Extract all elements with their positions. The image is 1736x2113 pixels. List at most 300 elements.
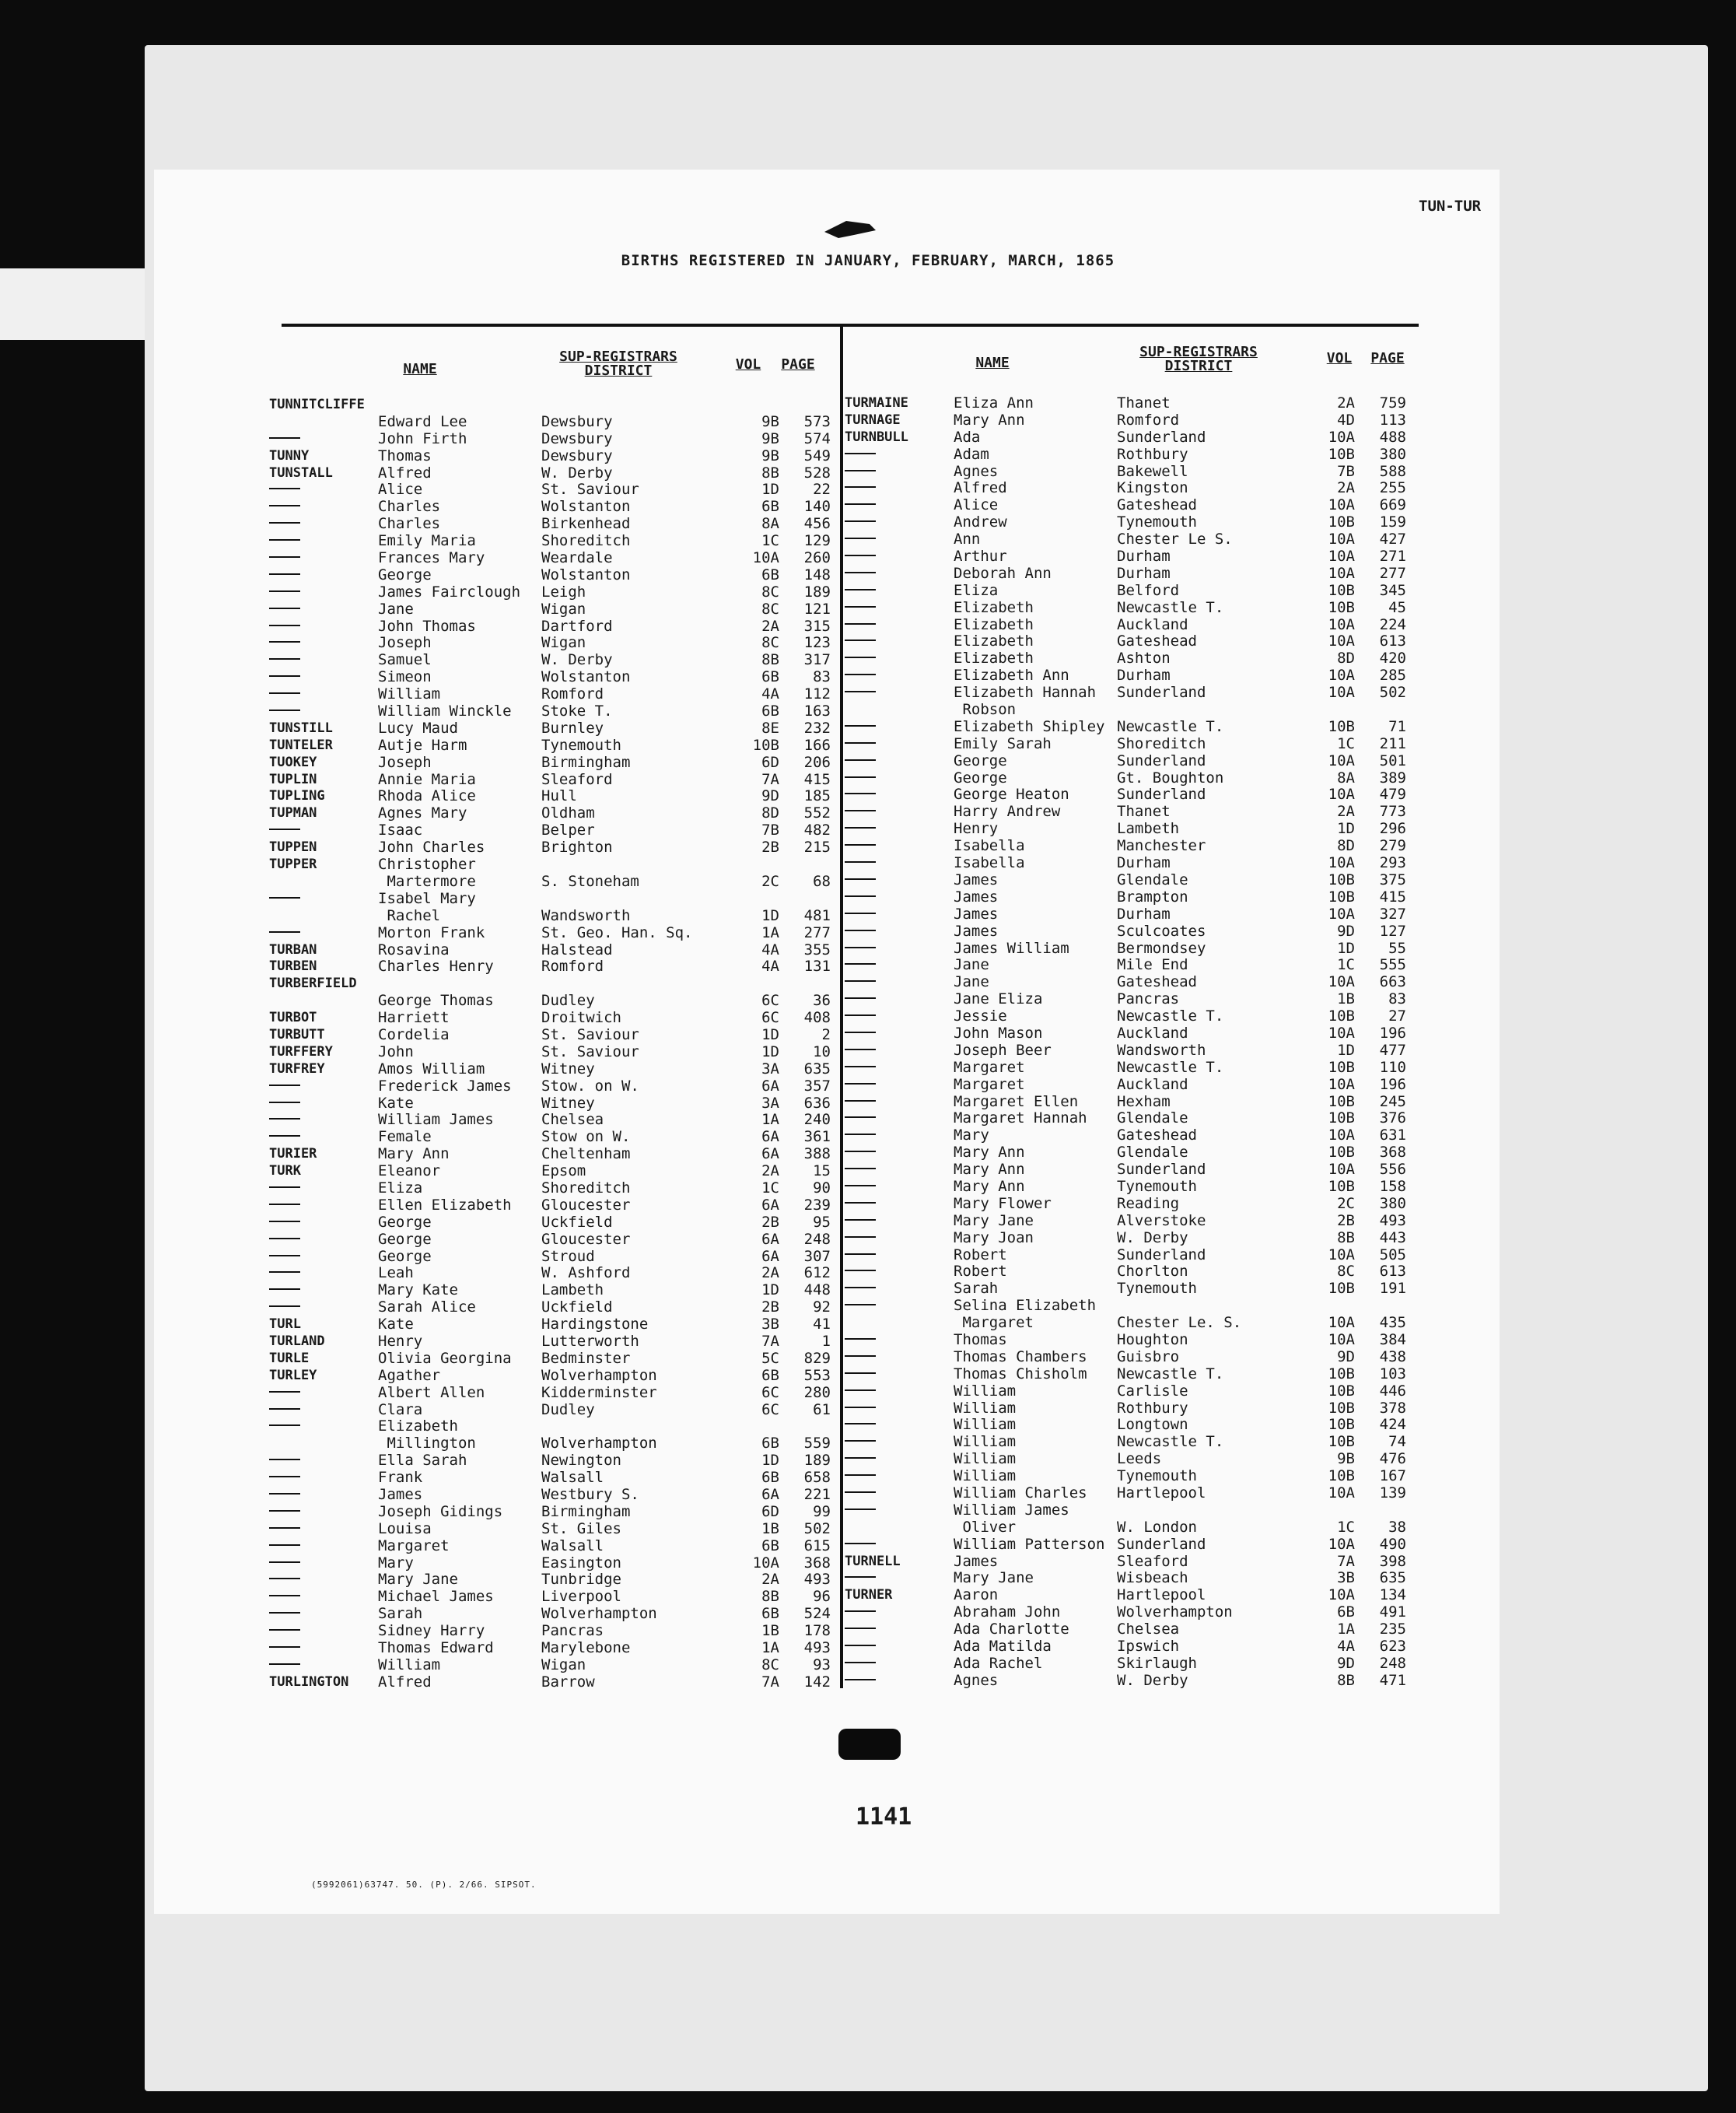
ditto-mark [269,601,300,618]
ditto-dash [845,1083,876,1085]
volume-number: 7A [761,1332,779,1350]
ditto-mark [845,1263,876,1281]
ditto-mark [845,974,876,991]
forename: William [378,685,441,703]
volume-number: 10A [1328,684,1355,702]
volume-number: 10B [1328,1280,1355,1298]
volume-number: 10B [1328,1109,1355,1127]
page-title: BIRTHS REGISTERED IN JANUARY, FEBRUARY, MARCH, 1865 [621,252,1115,269]
forename: James [954,888,999,906]
ditto-dash [845,930,876,931]
volume-number: 10A [1328,428,1355,446]
registration-district: Sunderland [1117,752,1206,769]
registration-district: Witney [541,1094,595,1112]
volume-number: 5C [761,1349,779,1367]
registration-district: Dewsbury [541,447,613,464]
volume-number: 10B [1328,1467,1355,1485]
volume-number: 2A [1337,394,1355,412]
ditto-mark [269,1623,300,1640]
forename: Michael James [378,1588,494,1606]
volume-number: 7A [761,1673,779,1691]
volume-number: 8C [761,600,779,618]
ditto-mark [845,1127,876,1144]
page-ref: 555 [1379,956,1406,974]
registration-district: Droitwich [541,1009,621,1027]
ditto-dash [845,878,876,880]
page-ref: 635 [803,1060,831,1078]
page-ref: 142 [803,1673,831,1691]
volume-number: 3B [761,1316,779,1333]
registration-district: Pancras [541,1622,604,1640]
volume-number: 10A [1328,1484,1355,1502]
page-ref: 285 [1379,667,1406,685]
forename: Margaret [954,1075,1025,1093]
ditto-mark [269,635,300,652]
forename: William [378,1656,441,1673]
registration-district: Shoreditch [541,532,631,550]
page-ref: 502 [1379,684,1406,702]
volume-number: 9B [761,447,779,464]
registration-district: Manchester [1117,837,1206,855]
ditto-mark [269,1249,300,1266]
page-ref: 488 [1379,428,1406,446]
forename: Isabella [954,854,1025,872]
registration-district: Newington [541,1452,621,1470]
registration-district: Auckland [1117,1075,1188,1093]
volume-number: 2B [761,1213,779,1231]
ditto-dash [845,1338,876,1340]
volume-number: 10A [1328,1314,1355,1332]
registration-district: S. Stoneham [541,872,639,890]
ditto-mark [845,668,876,685]
registration-district: Belford [1117,581,1180,599]
forename: Leah [378,1264,414,1282]
ditto-mark [269,1589,300,1606]
ditto-mark [845,1332,876,1349]
registration-district: Wolstanton [541,566,631,583]
page-ref: 68 [813,872,831,890]
ditto-mark [845,991,876,1008]
ditto-dash [845,606,876,608]
ditto-mark [845,1196,876,1213]
page-ref: 443 [1379,1228,1406,1246]
page-ref: 280 [803,1383,831,1401]
page-ref: 55 [1388,939,1406,957]
volume-number: 1A [1337,1621,1355,1638]
ditto-mark [845,1042,876,1060]
registration-district: Chelsea [1117,1621,1180,1638]
ditto-mark [845,1110,876,1127]
volume-number: 9B [1337,1450,1355,1468]
volume-number: 6B [761,498,779,516]
registration-district: Walsall [541,1537,604,1554]
surname: TURBUTT [269,1026,325,1042]
volume-number: 6D [761,1502,779,1520]
registration-district: St. Saviour [541,481,639,499]
forename: George [954,769,1007,787]
page-ref: 631 [1379,1127,1406,1144]
ditto-dash [269,1629,300,1631]
forename: Ella Sarah [378,1452,467,1470]
ditto-mark [845,1485,876,1502]
volume-number: 10A [1328,1127,1355,1144]
ditto-dash [845,1032,876,1033]
volume-number: 10B [1328,1365,1355,1382]
volume-number: 8C [1337,1263,1355,1281]
ditto-mark [845,787,876,804]
ditto-dash [269,1595,300,1596]
page-ref: 74 [1388,1433,1406,1451]
ditto-dash [845,538,876,539]
page-ref: 669 [1379,496,1406,514]
volume-number: 6B [761,1366,779,1384]
forename: John Thomas [378,617,476,635]
forename: Jessie [954,1007,1007,1025]
page-ref: 376 [1379,1109,1406,1127]
forename: George [378,566,432,583]
registration-district: Tynemouth [1117,1467,1197,1485]
registration-district: Wolstanton [541,498,631,516]
ditto-dash [269,1102,300,1103]
forename: Morton Frank [378,923,485,941]
page-ref: 317 [803,651,831,669]
page-ref: 95 [813,1213,831,1231]
ditto-mark [845,464,876,481]
forename: Isabella [954,837,1025,855]
forename: Eliza Ann [954,394,1034,412]
ditto-mark [845,548,876,566]
forename: Sarah [378,1605,423,1623]
ditto-dash [269,829,300,830]
volume-number: 10B [1328,598,1355,616]
forename: Agather [378,1366,441,1384]
surname: TURLEY [269,1367,317,1383]
ditto-dash [845,1543,876,1544]
forename: Lucy Maud [378,719,458,737]
registration-district: Leigh [541,583,586,601]
forename: Joseph [378,634,432,652]
ditto-mark [269,1452,300,1470]
ditto-dash [845,572,876,573]
forename: Thomas Chisholm [954,1365,1087,1382]
page-ref: 615 [803,1537,831,1554]
volume-number: 10B [1328,581,1355,599]
forename: Olivia Georgina [378,1349,512,1367]
registration-district: Sunderland [1117,786,1206,804]
ditto-dash [269,1578,300,1579]
ditto-mark [845,1366,876,1383]
registration-district: Sculcoates [1117,922,1206,940]
volume-number: 10A [752,549,779,567]
film-leader-tab [0,268,145,340]
forename: Mary [378,1554,414,1572]
forename: Mary [954,1127,989,1144]
ditto-mark [269,1180,300,1197]
registration-district: Sunderland [1117,684,1206,702]
ditto-mark [845,1621,876,1638]
volume-number: 8D [1337,650,1355,668]
surname: TUPMAN [269,805,317,822]
forename: Deborah Ann [954,564,1052,582]
forename: Annie Maria [378,770,476,788]
forename: James [954,871,999,888]
page-ref: 456 [803,515,831,533]
ditto-mark [845,736,876,753]
ditto-mark [845,889,876,906]
registration-district: Birmingham [541,753,631,771]
page-ref: 178 [803,1622,831,1640]
page-ref: 103 [1379,1365,1406,1382]
page-ref: 239 [803,1196,831,1214]
registration-district: Chelsea [541,1111,604,1129]
registration-district: Thanet [1117,803,1171,821]
registration-district: Romford [1117,411,1180,429]
registration-district: Dudley [541,992,595,1010]
ditto-dash [269,437,300,439]
volume-number: 8C [761,1656,779,1673]
forename: Rhoda Alice [378,787,476,805]
page-ref: 45 [1388,598,1406,616]
forename: James [954,922,999,940]
forename: Mary Ann [954,1144,1025,1162]
forename: Elizabeth Hannah [954,684,1097,702]
page-ref: 15 [813,1162,831,1180]
page-ref: 96 [813,1588,831,1606]
page-ref: 481 [803,906,831,924]
ditto-mark [269,1299,300,1316]
volume-number: 1B [1337,990,1355,1008]
volume-number: 2A [761,1264,779,1282]
ink-blot-mark [823,218,877,240]
surname: TUPPEN [269,839,317,856]
ditto-dash [845,1645,876,1646]
forename: William [954,1450,1017,1468]
ink-blot-mark [838,1729,901,1760]
ditto-dash [269,608,300,609]
forename: Thomas Chambers [954,1347,1087,1365]
ditto-mark [845,633,876,650]
forename: Agnes Mary [378,804,467,822]
registration-district: Tynemouth [541,736,621,754]
ditto-mark [269,1232,300,1249]
forename: Selina Elizabeth [954,1297,1097,1315]
page-ref: 380 [1379,445,1406,463]
ditto-dash [269,1544,300,1546]
ditto-dash [845,1219,876,1221]
surname: TURNELL [845,1553,901,1569]
registration-district: Birkenhead [541,515,631,533]
ditto-dash [269,1493,300,1495]
volume-number: 1C [1337,734,1355,752]
ditto-mark [845,1468,876,1485]
vol-header: VOL [1326,350,1353,366]
ditto-dash [269,1255,300,1256]
ditto-mark [845,1230,876,1247]
forename: Frederick James [378,1077,512,1095]
ditto-mark [845,821,876,838]
ditto-mark [845,1247,876,1264]
volume-number: 9B [761,412,779,430]
volume-number: 4A [761,958,779,976]
registration-district: Dewsbury [541,429,613,447]
volume-number: 1D [761,906,779,924]
page-ref: 61 [813,1400,831,1418]
volume-number: 1C [1337,956,1355,974]
forename: Margaret [954,1058,1025,1076]
ditto-dash [845,1304,876,1305]
ditto-dash [845,1049,876,1050]
district-header-line1: SUP-REGISTRARS [1139,344,1258,360]
registration-district: Chester Le. S. [1117,1314,1242,1332]
volume-number: 10A [1328,752,1355,769]
volume-number: 10B [1328,871,1355,888]
page-header: PAGE [1370,350,1405,366]
forename: Robert [954,1263,1007,1281]
registration-district: Gateshead [1117,1127,1197,1144]
registration-district: Hexham [1117,1092,1171,1110]
volume-number: 1C [761,532,779,550]
forename: Elizabeth [954,650,1034,668]
ditto-mark [845,1383,876,1400]
forename: James [954,905,999,923]
volume-number: 3A [761,1094,779,1112]
ditto-dash [269,573,300,575]
page-ref: 90 [813,1179,831,1197]
page-ref: 248 [803,1230,831,1248]
ditto-dash [845,1014,876,1016]
ditto-dash [845,895,876,897]
registration-district: Burnley [541,719,604,737]
forename: Mary Ann [954,411,1025,429]
volume-number: 9D [1337,1654,1355,1672]
volume-number: 8B [761,1588,779,1606]
forename: Christopher [378,856,476,874]
page-ref: 612 [803,1264,831,1282]
ditto-mark [269,1282,300,1299]
surname: TURMAINE [845,395,908,411]
volume-number: 2B [761,839,779,857]
volume-number: 9B [761,429,779,447]
volume-number: 7B [761,822,779,839]
page-ref: 185 [803,787,831,805]
surname: TURFREY [269,1060,325,1077]
registration-district: Dartford [541,617,613,635]
registration-district: Gateshead [1117,632,1197,650]
page-ref: 127 [1379,922,1406,940]
page-ref: 271 [1379,548,1406,566]
page-ref: 131 [803,958,831,976]
page-ref: 245 [1379,1092,1406,1110]
ditto-dash [845,691,876,692]
page-ref: 482 [803,822,831,839]
forename: Robson [954,701,1017,719]
page-ref: 505 [1379,1246,1406,1263]
volume-number: 2B [761,1298,779,1316]
surname: TURBAN [269,941,317,958]
ditto-mark [845,1434,876,1451]
forename: William James [954,1501,1069,1519]
surname: TURBERFIELD [269,976,357,992]
page-ref: 307 [803,1247,831,1265]
ditto-mark [269,1197,300,1214]
ditto-dash [269,625,300,626]
forename: Isaac [378,822,423,839]
ditto-dash [269,641,300,643]
forename: Ada Charlotte [954,1621,1069,1638]
page-ref: 260 [803,549,831,567]
page-ref: 759 [1379,394,1406,412]
volume-number: 10B [1328,445,1355,463]
page-ref: 224 [1379,615,1406,633]
ditto-dash [269,539,300,541]
registration-district: St. Geo. Han. Sq. [541,923,693,941]
registration-district: Ipswich [1117,1638,1180,1656]
volume-number: 10B [1328,1382,1355,1400]
volume-number: 8C [761,634,779,652]
ditto-dash [269,522,300,524]
registration-district: Rothbury [1117,1399,1188,1417]
registration-district: Brampton [1117,888,1188,906]
ditto-mark [845,1144,876,1162]
volume-number: 8A [1337,769,1355,787]
volume-number: 6B [761,1435,779,1452]
registration-district: Durham [1117,667,1171,685]
ditto-mark [845,838,876,855]
volume-number: 8D [1337,837,1355,855]
volume-number: 10A [1328,1246,1355,1263]
forename: George [378,1230,432,1248]
registration-district: Houghton [1117,1330,1188,1348]
ditto-dash [269,1476,300,1477]
ditto-mark [269,584,300,601]
district-header-line2: DISTRICT [584,363,653,379]
registration-district: Newcastle T. [1117,598,1224,616]
ditto-dash [845,1168,876,1169]
ditto-dash [269,1459,300,1460]
surname: TUNSTALL [269,464,333,481]
volume-number: 10B [1328,1058,1355,1076]
forename: Jane Eliza [954,990,1043,1008]
registration-district: Wolstanton [541,668,631,686]
registration-district: Gloucester [541,1230,631,1248]
forename: Agnes [954,462,999,480]
forename: Frank [378,1469,423,1487]
ditto-dash [845,1185,876,1186]
ditto-mark [269,1555,300,1572]
page-ref: 613 [1379,1263,1406,1281]
registration-district: Lutterworth [541,1332,639,1350]
ditto-dash [845,861,876,863]
volume-number: 10A [1328,615,1355,633]
surname: TUNNITCLIFFE [269,397,365,412]
registration-district: Leeds [1117,1450,1162,1468]
forename: Thomas [378,447,432,464]
forename: Emily Maria [378,532,476,550]
volume-number: 10A [1328,632,1355,650]
page-ref: 215 [803,839,831,857]
ditto-dash [269,1186,300,1188]
ditto-mark [845,1451,876,1468]
ditto-mark [845,957,876,974]
volume-number: 10A [1328,1330,1355,1348]
page-ref: 112 [803,685,831,703]
page-ref: 277 [1379,564,1406,582]
forename: Ann [954,531,981,548]
registration-district: Oldham [541,804,595,822]
page-ref: 93 [813,1656,831,1673]
forename: Kate [378,1316,414,1333]
forename: Female [378,1128,432,1146]
